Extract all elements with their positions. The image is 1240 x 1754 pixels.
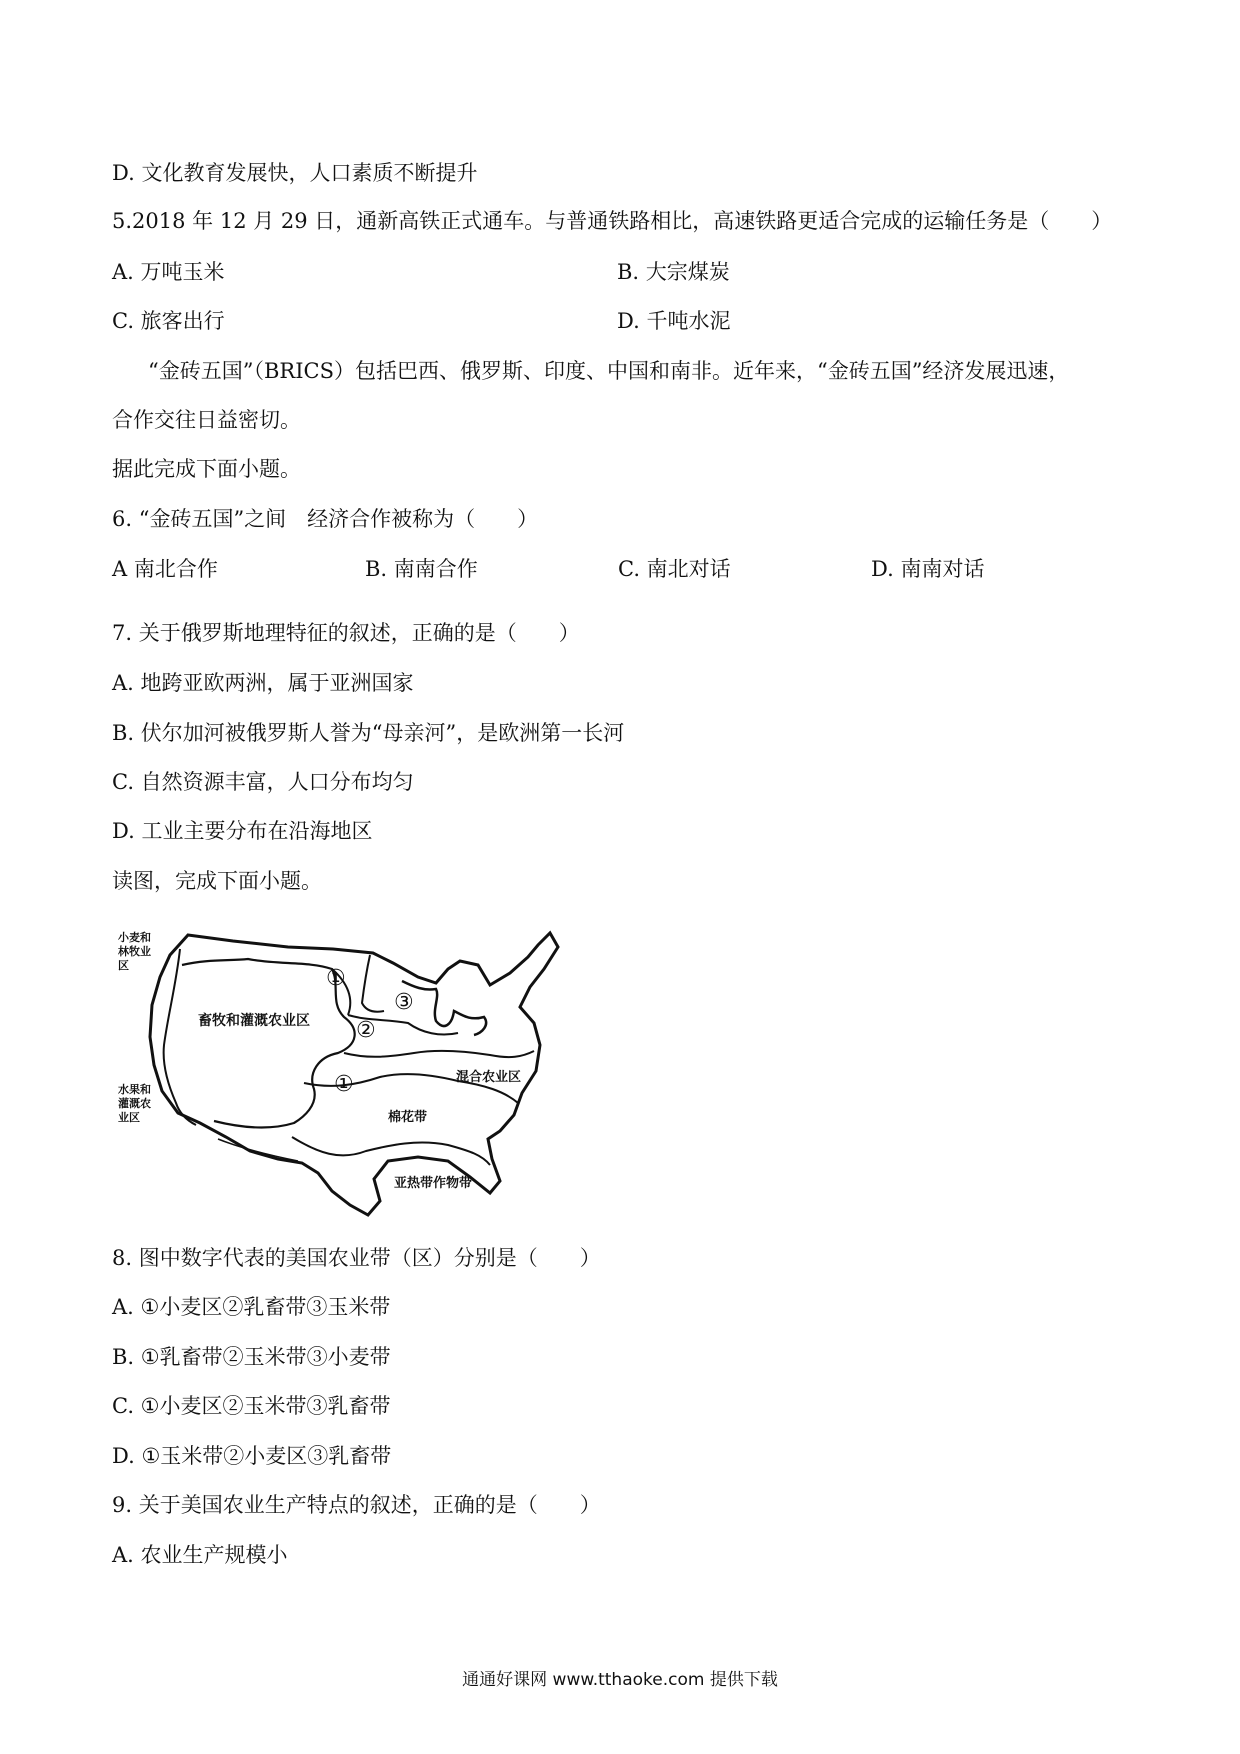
label-wheat-forestry-1: 小麦和 (118, 931, 151, 944)
label-ranching: 畜牧和灌溉农业区 (198, 1013, 310, 1029)
q6-option-c: C. 南北对话 (618, 557, 731, 581)
q8-stem: 8. 图中数字代表的美国农业带（区）分别是（ ） (112, 1246, 601, 1270)
q7-option-c: C. 自然资源丰富，人口分布均匀 (112, 770, 414, 794)
page-footer: 通通好课网 www.tthaoke.com 提供下载 (462, 1670, 778, 1690)
map-number-1-south: ① (334, 1072, 354, 1097)
q8-option-a: A. ①小麦区②乳畜带③玉米带 (112, 1295, 391, 1319)
q4-option-d: D. 文化教育发展快，人口素质不断提升 (112, 161, 478, 185)
label-fruit-irrigation-2: 灌溉农 (118, 1097, 151, 1110)
q9-option-a: A. 农业生产规模小 (112, 1543, 288, 1567)
map-number-3: ③ (394, 990, 414, 1015)
q6-stem: 6. “金砖五国”之间 经济合作被称为（ ） (112, 507, 539, 531)
q8-option-c: C. ①小麦区②玉米带③乳畜带 (112, 1394, 391, 1418)
label-fruit-irrigation-1: 水果和 (118, 1083, 151, 1096)
map-number-1-north: ① (326, 966, 346, 991)
q7-option-d: D. 工业主要分布在沿海地区 (112, 819, 373, 843)
q6-option-d: D. 南南对话 (871, 557, 985, 581)
map-instruction: 读图，完成下面小题。 (112, 869, 322, 893)
label-subtropical-belt: 亚热带作物带 (394, 1176, 473, 1191)
q8-option-d: D. ①玉米带②小麦区③乳畜带 (112, 1444, 392, 1468)
belt-boundary-1-2 (362, 955, 384, 1012)
q6-option-a: A 南北合作 (112, 557, 218, 581)
usa-agriculture-map (118, 925, 630, 1227)
q5-option-d: D. 千吨水泥 (617, 309, 731, 333)
q5-option-c: C. 旅客出行 (112, 309, 225, 333)
map-number-2: ② (356, 1018, 376, 1043)
q7-stem: 7. 关于俄罗斯地理特征的叙述，正确的是（ ） (112, 621, 580, 645)
q7-option-a: A. 地跨亚欧两洲，属于亚洲国家 (112, 671, 414, 695)
label-wheat-forestry-3: 区 (118, 959, 129, 972)
label-wheat-forestry-2: 林牧业 (118, 945, 151, 958)
passage-line-1: “金砖五国”（BRICS）包括巴西、俄罗斯、印度、中国和南非。近年来，“金砖五国”经济发展迅速， (148, 359, 1070, 383)
q7-option-b: B. 伏尔加河被俄罗斯人誉为“母亲河”，是欧洲第一长河 (112, 721, 625, 745)
passage-instruction: 据此完成下面小题。 (112, 457, 301, 481)
q9-stem: 9. 关于美国农业生产特点的叙述，正确的是（ ） (112, 1493, 601, 1517)
q8-option-b: B. ①乳畜带②玉米带③小麦带 (112, 1345, 391, 1369)
q6-option-b: B. 南南合作 (365, 557, 478, 581)
label-cotton-belt: 棉花带 (388, 1110, 428, 1125)
label-mixed-farming: 混合农业区 (456, 1070, 522, 1085)
label-fruit-irrigation-3: 业区 (118, 1111, 140, 1124)
q5-stem: 5.2018 年 12 月 29 日，通新高铁正式通车。与普通铁路相比，高速铁路更适合完成的运输任务是（ ） (112, 209, 1113, 233)
q5-option-b: B. 大宗煤炭 (617, 260, 730, 284)
southwest-boundary (218, 1139, 298, 1161)
passage-line-2: 合作交往日益密切。 (112, 408, 301, 432)
q5-option-a: A. 万吨玉米 (112, 260, 225, 284)
mixed-farming-boundary (344, 1051, 534, 1057)
